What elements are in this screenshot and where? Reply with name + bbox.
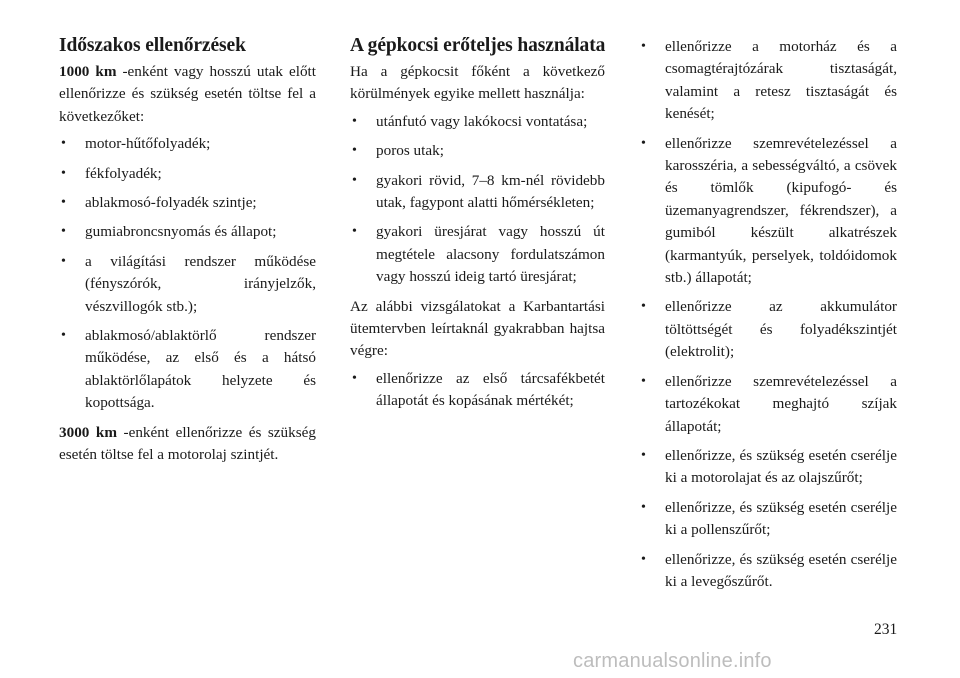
paragraph-inspections: Az alábbi vizsgálatokat a Karbantartási ütemtervben leírtaknál gyakrabban hajtsa végre:	[350, 297, 605, 360]
list-item: • ellenőrizze az első tárcsafékbetét állapotát és kopásának mértékét;	[350, 368, 605, 413]
list-item: • gyakori rövid, 7–8 km-nél rövidebb utak, fagypont alatti hőmérsékleten;	[350, 170, 605, 215]
checklist-1000km	[59, 133, 316, 414]
list-item: • ablakmosó/ablaktörlő rendszer működése, az első és a hátsó ablaktörlőlapátok helyzete és kopottsága.	[59, 325, 316, 415]
lead-3000km: 3000 km	[59, 423, 117, 441]
paragraph-3000km	[59, 422, 316, 467]
list-item: • fékfolyadék;	[59, 163, 316, 185]
page-number: 231	[874, 621, 898, 638]
list-item: • ellenőrizze, és szükség esetén cserélje ki a pollenszűrőt;	[639, 497, 897, 542]
list-item: • ellenőrizze, és szükség esetén cserélje ki a levegőszűrőt.	[639, 549, 897, 594]
list-item: • ellenőrizze szemrevételezéssel a tartozékokat meghajtó szíjak állapotát;	[639, 371, 897, 438]
list-item: • a világítási rendszer működése (fényszórók, irányjelzők, vészvillogók stb.);	[59, 251, 316, 318]
right-column	[639, 36, 897, 600]
list-item: • ellenőrizze, és szükség esetén cserélje ki a motorolajat és az olajszűrőt;	[639, 445, 897, 490]
list-item: • gumiabroncsnyomás és állapot;	[59, 221, 316, 243]
lead-1000km: 1000 km	[59, 63, 117, 80]
list-item: • ablakmosó-folyadék szintje;	[59, 192, 316, 214]
inspection-list-continued	[639, 36, 897, 593]
text-3000km: -enként ellenőrizze és szükség esetén töltse fel a motorolaj szintjét.	[59, 423, 316, 464]
list-item: • gyakori üresjárat vagy hosszú út megtétele alacsony fordulatszámon vagy hosszú ideig tartó üresjárat;	[350, 221, 605, 288]
list-item: • ellenőrizze szemrevételezéssel a karosszéria, a sebességváltó, a csövek és tömlők (kipufogó- és üzemanyagrendszer, fékrendszer), a gumiból készült alkatrészek (karmantyúk, perselyek, toldóidomok stb.) állapotát;	[639, 133, 897, 290]
middle-column	[350, 34, 605, 420]
paragraph-intro: Ha a gépkocsit főként a következő körülmények egyike mellett használja:	[350, 63, 605, 103]
heading-periodic-checks: Időszakos ellenőrzések	[59, 35, 246, 56]
watermark: carmanualsonline.info	[573, 650, 772, 672]
list-item: • poros utak;	[350, 140, 605, 162]
list-item: • ellenőrizze az akkumulátor töltöttségét és folyadékszintjét (elektrolit);	[639, 296, 897, 363]
list-item: • ellenőrizze a motorház és a csomagtérajtózárak tisztaságát, valamint a retesz tisztaságát és kenését;	[639, 36, 897, 126]
inspection-list	[350, 368, 605, 413]
conditions-list	[350, 111, 605, 289]
heading-severe-usage: A gépkocsi erőteljes használata	[350, 35, 606, 56]
paragraph-1000km	[59, 61, 316, 128]
list-item: • motor-hűtőfolyadék;	[59, 133, 316, 155]
left-column	[59, 34, 316, 472]
list-item: • utánfutó vagy lakókocsi vontatása;	[350, 111, 605, 133]
text-1000km: -enként vagy hosszú utak előtt ellenőrizze és szükség esetén töltse fel a következőket:	[59, 63, 316, 125]
